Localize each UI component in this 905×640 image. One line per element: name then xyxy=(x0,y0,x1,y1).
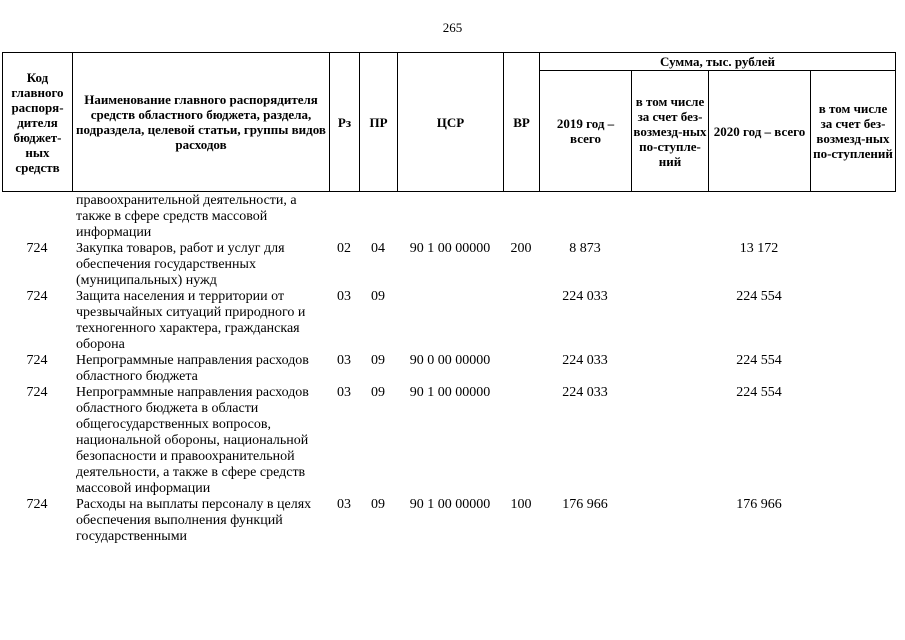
cell-pr: 09 xyxy=(371,353,385,368)
page-number: 265 xyxy=(442,20,463,35)
header-2020-incl: в том числе за счет без-возмезд-ных по-ступлений xyxy=(811,71,896,192)
cell-vr: 100 xyxy=(510,497,532,512)
cell-code: 724 xyxy=(26,289,48,304)
cell-name: Защита населения и территории от чрезвычайных ситуаций природного и техногенного характера, гражданская оборона xyxy=(76,289,306,352)
cell-pr: 04 xyxy=(371,241,385,256)
cell-pr: 09 xyxy=(371,289,385,304)
cell-incl2019 xyxy=(631,353,708,385)
cell-pr: 09 xyxy=(371,385,385,400)
cell-vr xyxy=(503,193,539,241)
cell-name: Непрограммные направления расходов областного бюджета xyxy=(76,353,309,384)
cell-rz: 03 xyxy=(337,289,351,304)
cell-incl2019 xyxy=(631,193,708,241)
cell-csr: 90 1 00 00000 xyxy=(409,241,491,256)
header-name: Наименование главного распорядителя средств областного бюджета, раздела, подраздела, целевой статьи, группы видов расходов xyxy=(73,53,330,192)
cell-incl2020 xyxy=(810,497,895,545)
header-csr: ЦСР xyxy=(398,53,504,192)
cell-y2019: 176 966 xyxy=(562,497,608,512)
header-2020-total: 2020 год – всего xyxy=(709,71,811,192)
header-rz: Рз xyxy=(330,53,360,192)
table-row xyxy=(2,193,895,241)
header-pr: ПР xyxy=(360,53,398,192)
cell-y2020: 224 554 xyxy=(736,289,782,304)
cell-incl2019 xyxy=(631,497,708,545)
cell-rz: 03 xyxy=(337,497,351,512)
cell-incl2019 xyxy=(631,241,708,289)
cell-rz: 02 xyxy=(337,241,351,256)
table-header xyxy=(2,52,896,192)
cell-incl2020 xyxy=(810,385,895,497)
cell-pr xyxy=(359,193,397,241)
cell-incl2019 xyxy=(631,289,708,353)
cell-name: Непрограммные направления расходов областного бюджета в области общегосударственных вопросов, национальной обороны, национальной безопасности и правоохранительной деятельности, а также в сфере средств массовой информации xyxy=(76,385,309,496)
header-2019-total: 2019 год – всего xyxy=(540,71,632,192)
cell-vr xyxy=(503,289,539,353)
cell-y2019: 8 873 xyxy=(569,241,601,256)
cell-vr: 200 xyxy=(510,241,532,256)
cell-code: 724 xyxy=(26,353,48,368)
cell-incl2020 xyxy=(810,193,895,241)
cell-y2019: 224 033 xyxy=(562,385,608,400)
cell-incl2020 xyxy=(810,241,895,289)
cell-incl2019 xyxy=(631,385,708,497)
cell-rz xyxy=(329,193,359,241)
header-sum: Сумма, тыс. рублей xyxy=(540,53,896,71)
cell-y2020: 176 966 xyxy=(736,497,782,512)
cell-csr: 90 1 00 00000 xyxy=(409,385,491,400)
cell-csr: 90 0 00 00000 xyxy=(409,353,491,368)
cell-incl2020 xyxy=(810,289,895,353)
cell-y2020: 13 172 xyxy=(739,241,779,256)
cell-vr xyxy=(503,385,539,497)
cell-csr: 90 1 00 00000 xyxy=(409,497,491,512)
table-row xyxy=(2,385,895,497)
cell-pr: 09 xyxy=(371,497,385,512)
cell-name: правоохранительной деятельности, а также в сфере средств массовой информации xyxy=(76,193,297,240)
cell-y2020 xyxy=(708,193,810,241)
header-2019-incl: в том числе за счет без-возмезд-ных по-ступле-ний xyxy=(632,71,709,192)
header-vr: ВР xyxy=(504,53,540,192)
cell-rz: 03 xyxy=(337,353,351,368)
cell-y2020: 224 554 xyxy=(736,353,782,368)
cell-y2019: 224 033 xyxy=(562,289,608,304)
table-row xyxy=(2,289,895,353)
cell-vr xyxy=(503,353,539,385)
table-row xyxy=(2,241,895,289)
header-code: Код главного распоря-дителя бюджет-ных средств xyxy=(3,53,73,192)
budget-table xyxy=(2,193,895,545)
cell-code: 724 xyxy=(26,497,48,512)
cell-code xyxy=(2,193,72,241)
cell-y2020: 224 554 xyxy=(736,385,782,400)
cell-code: 724 xyxy=(26,385,48,400)
cell-csr xyxy=(397,193,503,241)
table-row xyxy=(2,497,895,545)
cell-incl2020 xyxy=(810,353,895,385)
cell-csr xyxy=(397,289,503,353)
cell-name: Закупка товаров, работ и услуг для обеспечения государственных (муниципальных) нужд xyxy=(76,241,285,288)
cell-y2019 xyxy=(539,193,631,241)
cell-y2019: 224 033 xyxy=(562,353,608,368)
cell-rz: 03 xyxy=(337,385,351,400)
table-row xyxy=(2,353,895,385)
cell-code: 724 xyxy=(26,241,48,256)
cell-name: Расходы на выплаты персоналу в целях обеспечения выполнения функций государственными xyxy=(76,497,312,544)
